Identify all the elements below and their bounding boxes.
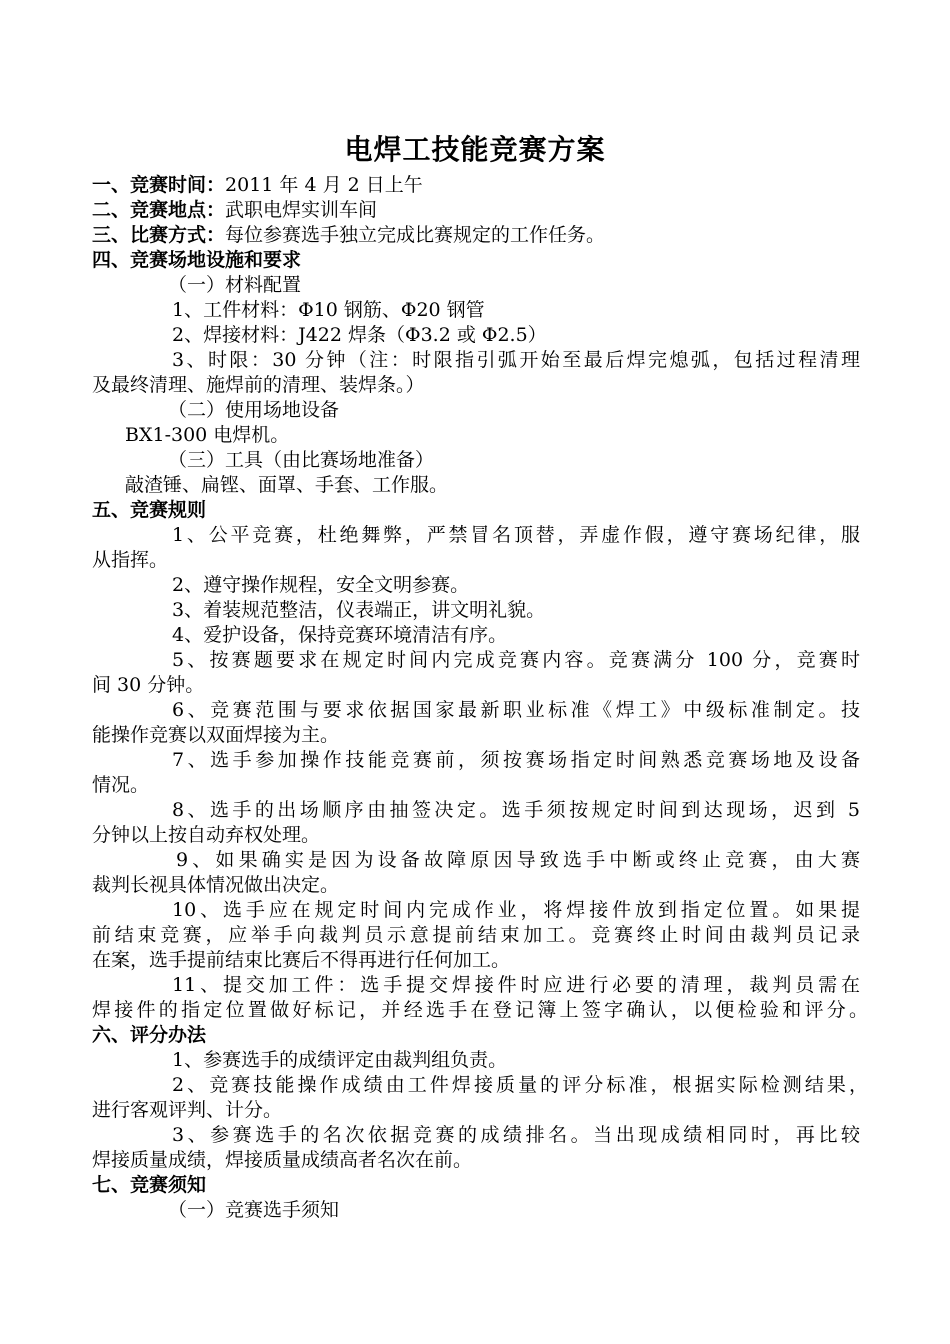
section-value: 武职电焊实训车间 (225, 199, 378, 221)
rule-2: 2、遵守操作规程，安全文明参赛。 (172, 574, 470, 596)
section-heading-rules: 五、竞赛规则 (92, 499, 207, 521)
rule-8-line-1: 8、选手的出场顺序由抽签决定。选手须按规定时间到达现场，迟到 5 (172, 799, 860, 821)
section-competition-venue (92, 198, 868, 223)
equipment-item: BX1-300 电焊机。 (125, 424, 290, 446)
rule-5-line-2: 间 30 分钟。 (92, 674, 205, 696)
rule-8-line-2: 分钟以上按自动弃权处理。 (92, 824, 321, 846)
material-item-workpiece: 1、工件材料：Φ10 钢筋、Φ20 钢管 (172, 299, 485, 321)
subsection-equipment: （二）使用场地设备 (168, 399, 340, 421)
rule-10-line-2: 前结束竞赛，应举手向裁判员示意提前结束加工。竞赛终止时间由裁判员记录 (92, 924, 860, 946)
time-limit-line-2: 及最终清理、施焊前的清理、装焊条。） (92, 374, 425, 396)
subsection-contestant-notice: （一）竞赛选手须知 (168, 1199, 340, 1221)
section-label: 一、竞赛时间： (92, 174, 226, 196)
rule-10-line-3: 在案，选手提前结束比赛后不得再进行任何加工。 (92, 949, 511, 971)
rule-5-line-1: 5、按赛题要求在规定时间内完成竞赛内容。竞赛满分 100 分，竞赛时 (172, 649, 860, 671)
rule-1-line-2: 从指挥。 (92, 549, 169, 571)
section-heading-scoring: 六、评分办法 (92, 1024, 207, 1046)
rule-6-line-2: 能操作竞赛以双面焊接为主。 (92, 724, 340, 746)
rule-1-line-1: 1、公平竞赛，杜绝舞弊，严禁冒名顶替，弄虚作假，遵守赛场纪律，服 (172, 524, 860, 546)
scoring-1: 1、参赛选手的成绩评定由裁判组负责。 (172, 1049, 508, 1071)
section-competition-format (92, 223, 868, 248)
rule-10-line-1: 10、选手应在规定时间内完成作业，将焊接件放到指定位置。如果提 (172, 899, 860, 921)
scoring-3-line-1: 3、参赛选手的名次依据竞赛的成绩排名。当出现成绩相同时，再比较 (172, 1124, 860, 1146)
section-label: 二、竞赛地点： (92, 199, 226, 221)
section-heading-venue-facilities: 四、竞赛场地设施和要求 (92, 249, 302, 271)
rule-4: 4、爱护设备，保持竞赛环境清洁有序。 (172, 624, 508, 646)
scoring-2-line-2: 进行客观评判、计分。 (92, 1099, 283, 1121)
rule-3: 3、着装规范整洁，仪表端正，讲文明礼貌。 (172, 599, 546, 621)
rule-7-line-1: 7、选手参加操作技能竞赛前，须按赛场指定时间熟悉竞赛场地及设备 (172, 749, 860, 771)
rule-6-line-1: 6、竞赛范围与要求依据国家最新职业标准《焊工》中级标准制定。技 (172, 699, 860, 721)
scoring-3-line-2: 焊接质量成绩，焊接质量成绩高者名次在前。 (92, 1149, 473, 1171)
subsection-tools: （三）工具（由比赛场地准备） (168, 449, 435, 471)
material-item-welding: 2、焊接材料：J422 焊条（Φ3.2 或 Φ2.5） (172, 324, 547, 346)
rule-11-line-1: 11、提交加工件：选手提交焊接件时应进行必要的清理，裁判员需在 (172, 974, 860, 996)
subsection-materials: （一）材料配置 (168, 274, 302, 296)
rule-9-line-1: 9、如果确实是因为设备故障原因导致选手中断或终止竞赛，由大赛 (176, 849, 860, 871)
tools-item: 敲渣锤、扁铿、面罩、手套、工作服。 (125, 474, 449, 496)
scoring-2-line-1: 2、竞赛技能操作成绩由工件焊接质量的评分标准，根据实际检测结果， (172, 1074, 868, 1096)
rule-9-line-2: 裁判长视具体情况做出决定。 (92, 874, 340, 896)
time-limit-line-1: 3、时限：30 分钟（注：时限指引弧开始至最后焊完熄弧，包括过程清理 (172, 349, 860, 371)
rule-11-line-2: 焊接件的指定位置做好标记，并经选手在登记簿上签字确认，以便检验和评分。 (92, 999, 868, 1021)
section-value: 每位参赛选手独立完成比赛规定的工作任务。 (225, 224, 606, 246)
section-heading-notice: 七、竞赛须知 (92, 1174, 207, 1196)
section-competition-time (92, 173, 868, 198)
section-label: 三、比赛方式： (92, 224, 226, 246)
rule-7-line-2: 情况。 (92, 774, 150, 796)
section-value: 2011 年 4 月 2 日上午 (225, 174, 423, 196)
document-title: 电焊工技能竞赛方案 (344, 133, 606, 166)
